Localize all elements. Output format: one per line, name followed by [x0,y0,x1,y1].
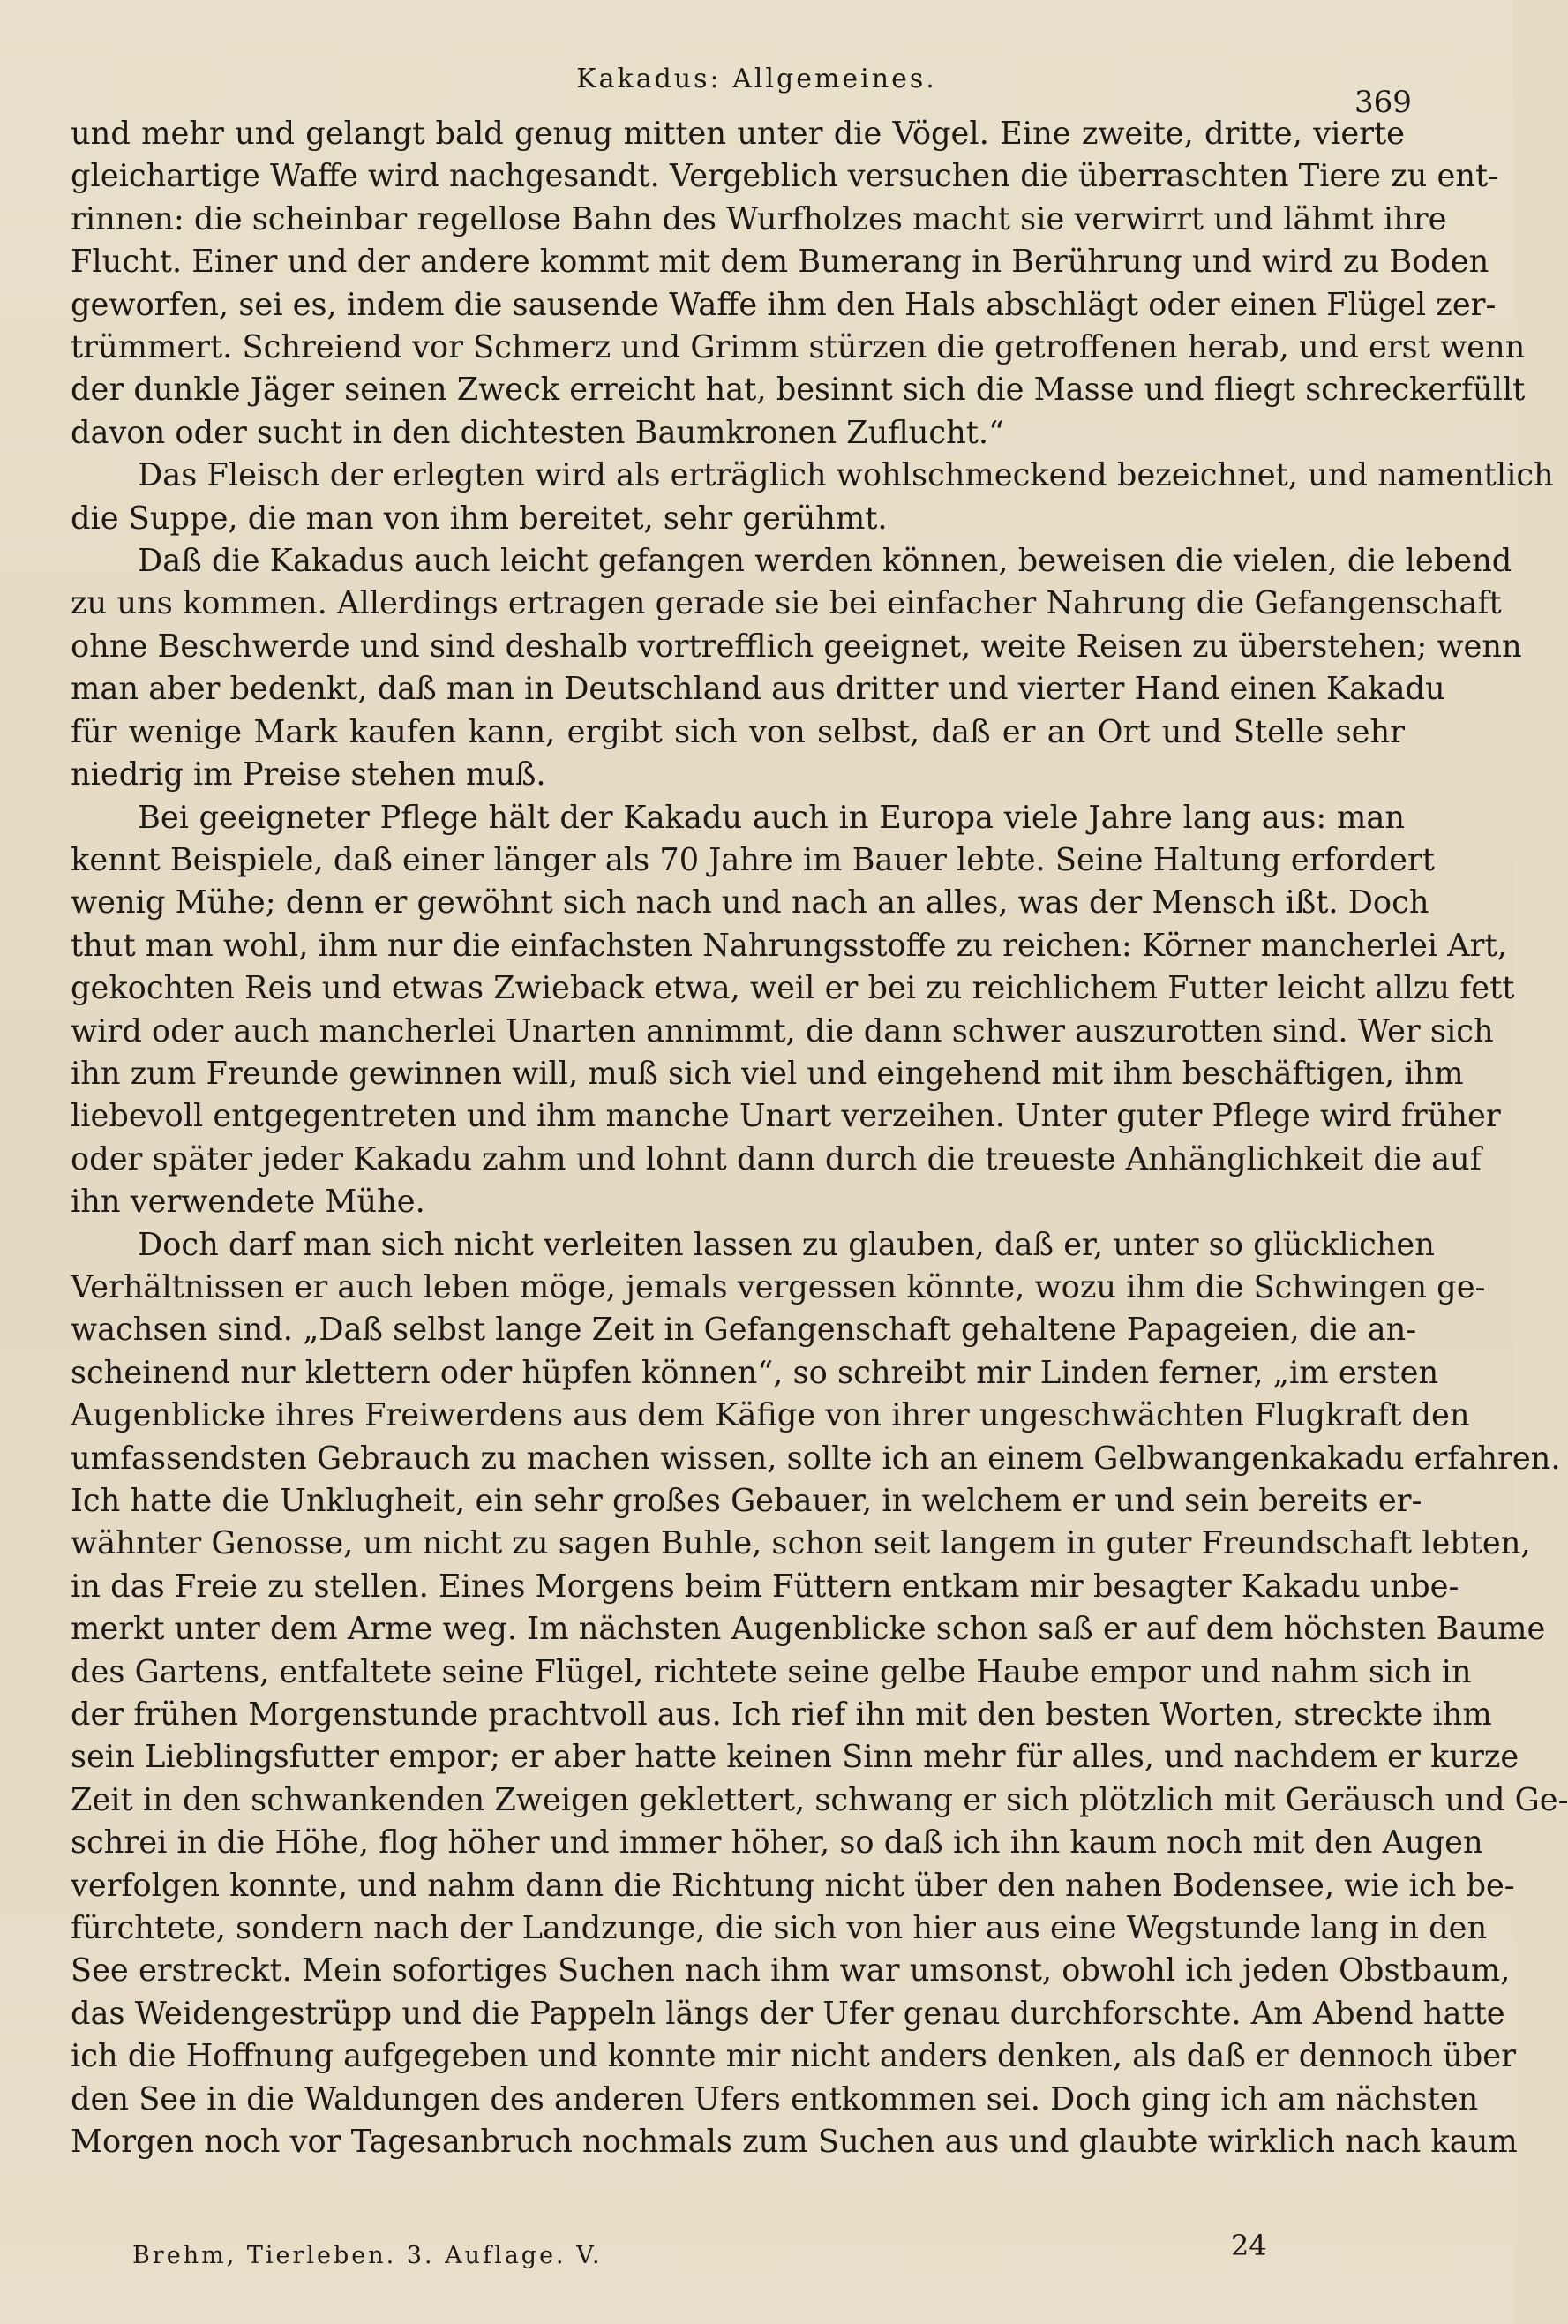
text-line: die Suppe, die man von ihm bereitet, sehr gerühmt. [71,500,888,537]
text-line: ihn verwendete Mühe. [71,1184,425,1221]
text-line: schrei in die Höhe, flog höher und immer höher, so daß ich ihn kaum noch mit den Augen [71,1824,1483,1861]
text-line: verfolgen konnte, und nahm dann die Richtung nicht über den nahen Bodensee, wie ich be- [71,1867,1515,1904]
text-line: gekochten Reis und etwas Zwieback etwa, weil er bei zu reichlichem Futter leicht allzu fett [71,970,1515,1007]
text-line: man aber bedenkt, daß man in Deutschland aus dritter und vierter Hand einen Kakadu [71,671,1445,708]
text-line: Ich hatte die Unklugheit, ein sehr großes Gebauer, in welchem er und sein bereits er- [71,1483,1422,1519]
text-line: Bei geeigneter Pflege hält der Kakadu auch in Europa viele Jahre lang aus: man [138,799,1405,836]
text-line: rinnen: die scheinbar regellose Bahn des Wurfholzes macht sie verwirrt und lähmt ihre [71,200,1447,237]
text-line: Verhältnissen er auch leben möge, jemals vergessen könnte, wozu ihm die Schwingen ge- [71,1268,1486,1305]
text-line: geworfen, sei es, indem die sausende Waffe ihm den Hals abschlägt oder einen Flügel zer- [71,286,1497,323]
text-line: Augenblicke ihres Freiwerdens aus dem Käfige von ihrer ungeschwächten Flugkraft den [71,1397,1470,1434]
paragraph [71,1224,1568,2164]
text-line: Flucht. Einer und der andere kommt mit dem Bumerang in Berührung und wird zu Boden [71,244,1489,281]
text-line: See erstreckt. Mein sofortiges Suchen nach ihm war umsonst, obwohl ich jeden Obstbaum, [71,1952,1511,1989]
text-line: kennt Beispiele, daß einer länger als 70 Jahre im Bauer lebte. Seine Haltung erfordert [71,841,1435,878]
text-line: umfassendsten Gebrauch zu machen wissen, sollte ich an einem Gelbwangenkakadu erfahren. [71,1440,1561,1477]
text-line: Doch darf man sich nicht verleiten lassen zu glauben, daß er, unter so glücklichen [138,1226,1435,1263]
text-line: ihn zum Freunde gewinnen will, muß sich viel und eingehend mit ihm beschäftigen, ihm [71,1055,1464,1092]
text-line: sein Lieblingsfutter empor; er aber hatte keinen Sinn mehr für alles, und nachdem er kurze [71,1739,1519,1776]
text-line: der frühen Morgenstunde prachtvoll aus. Ich rief ihn mit den besten Worten, streckte ihm [71,1696,1492,1734]
page-number: 369 [1354,85,1412,120]
text-line: oder später jeder Kakadu zahm und lohnt dann durch die treueste Anhänglichkeit die auf [71,1140,1482,1177]
text-line: des Gartens, entfaltete seine Flügel, richtete seine gelbe Haube empor und nahm sich in [71,1653,1472,1690]
text-line: ohne Beschwerde und sind deshalb vortrefflich geeignet, weite Reisen zu überstehen; wenn [71,628,1522,665]
text-line: wenig Mühe; denn er gewöhnt sich nach und nach an alles, was der Mensch ißt. Doch [71,884,1429,921]
text-line: zu uns kommen. Allerdings ertragen gerade sie bei einfacher Nahrung die Gefangenschaft [71,585,1502,622]
text-line: liebevoll entgegentreten und ihm manche Unart verzeihen. Unter guter Pflege wird früher [71,1098,1501,1135]
text-line: wird oder auch mancherlei Unarten annimmt, die dann schwer auszurotten sind. Wer sich [71,1012,1494,1049]
text-line: merkt unter dem Arme weg. Im nächsten Augenblicke schon saß er auf dem höchsten Baume [71,1611,1546,1648]
running-head: Kakadus: Allgemeines. [576,64,937,94]
text-line: in das Freie zu stellen. Eines Morgens beim Füttern entkam mir besagter Kakadu unbe- [71,1568,1459,1605]
text-line: niedrig im Preise stehen muß. [71,756,546,793]
text-line: der dunkle Jäger seinen Zweck erreicht hat, besinnt sich die Masse und fliegt schreckerfüllt [71,372,1526,409]
text-line: gleichartige Waffe wird nachgesandt. Vergeblich versuchen die überraschten Tiere zu ent- [71,158,1499,195]
paragraph [71,113,1526,455]
text-line: Das Fleisch der erlegten wird als erträglich wohlschmeckend bezeichnet, und namentlich [138,457,1554,494]
text-line: ich die Hoffnung aufgegeben und konnte mir nicht anders denken, als daß er dennoch über [71,2038,1516,2075]
text-line: fürchtete, sondern nach der Landzunge, die sich von hier aus eine Wegstunde lang in den [71,1910,1488,1947]
text-line: und mehr und gelangt bald genug mitten unter die Vögel. Eine zweite, dritte, vierte [71,116,1405,152]
text-line: scheinend nur klettern oder hüpfen können“, so schreibt mir Linden ferner, „im ersten [71,1354,1439,1391]
text-line: Zeit in den schwankenden Zweigen geklettert, schwang er sich plötzlich mit Geräusch und Ge- [71,1781,1568,1818]
book-reference: Brehm, Tierleben. 3. Auflage. V. [132,2242,603,2269]
text-line: thut man wohl, ihm nur die einfachsten Nahrungsstoffe zu reichen: Körner mancherlei Art, [71,927,1507,964]
body-text [71,113,1568,2164]
text-line: Morgen noch vor Tagesanbruch nochmals zum Suchen aus und glaubte wirklich nach kaum [71,2124,1518,2161]
text-line: trümmert. Schreiend vor Schmerz und Grimm stürzen die getroffenen herab, und erst wenn [71,329,1526,366]
text-line: für wenige Mark kaufen kann, ergibt sich von selbst, daß er an Ort und Stelle sehr [71,713,1405,750]
paragraph [71,540,1522,796]
text-line: das Weidengestrüpp und die Pappeln längs der Ufer genau durchforschte. Am Abend hatte [71,1995,1505,2032]
text-line: den See in die Waldungen des anderen Ufers entkommen sei. Doch ging ich am nächsten [71,2080,1479,2117]
text-line: wachsen sind. „Daß selbst lange Zeit in Gefangenschaft gehaltene Papageien, die an- [71,1312,1417,1349]
paragraph [71,797,1515,1224]
text-line: wähnter Genosse, um nicht zu sagen Buhle, schon seit langem in guter Freundschaft lebten, [71,1525,1531,1562]
signature-mark: 24 [1231,2229,1267,2262]
text-line: davon oder sucht in den dichtesten Baumkronen Zuflucht.“ [71,414,1005,451]
text-line: Daß die Kakadus auch leicht gefangen werden können, beweisen die vielen, die lebend [138,543,1512,580]
paragraph [71,455,1554,540]
